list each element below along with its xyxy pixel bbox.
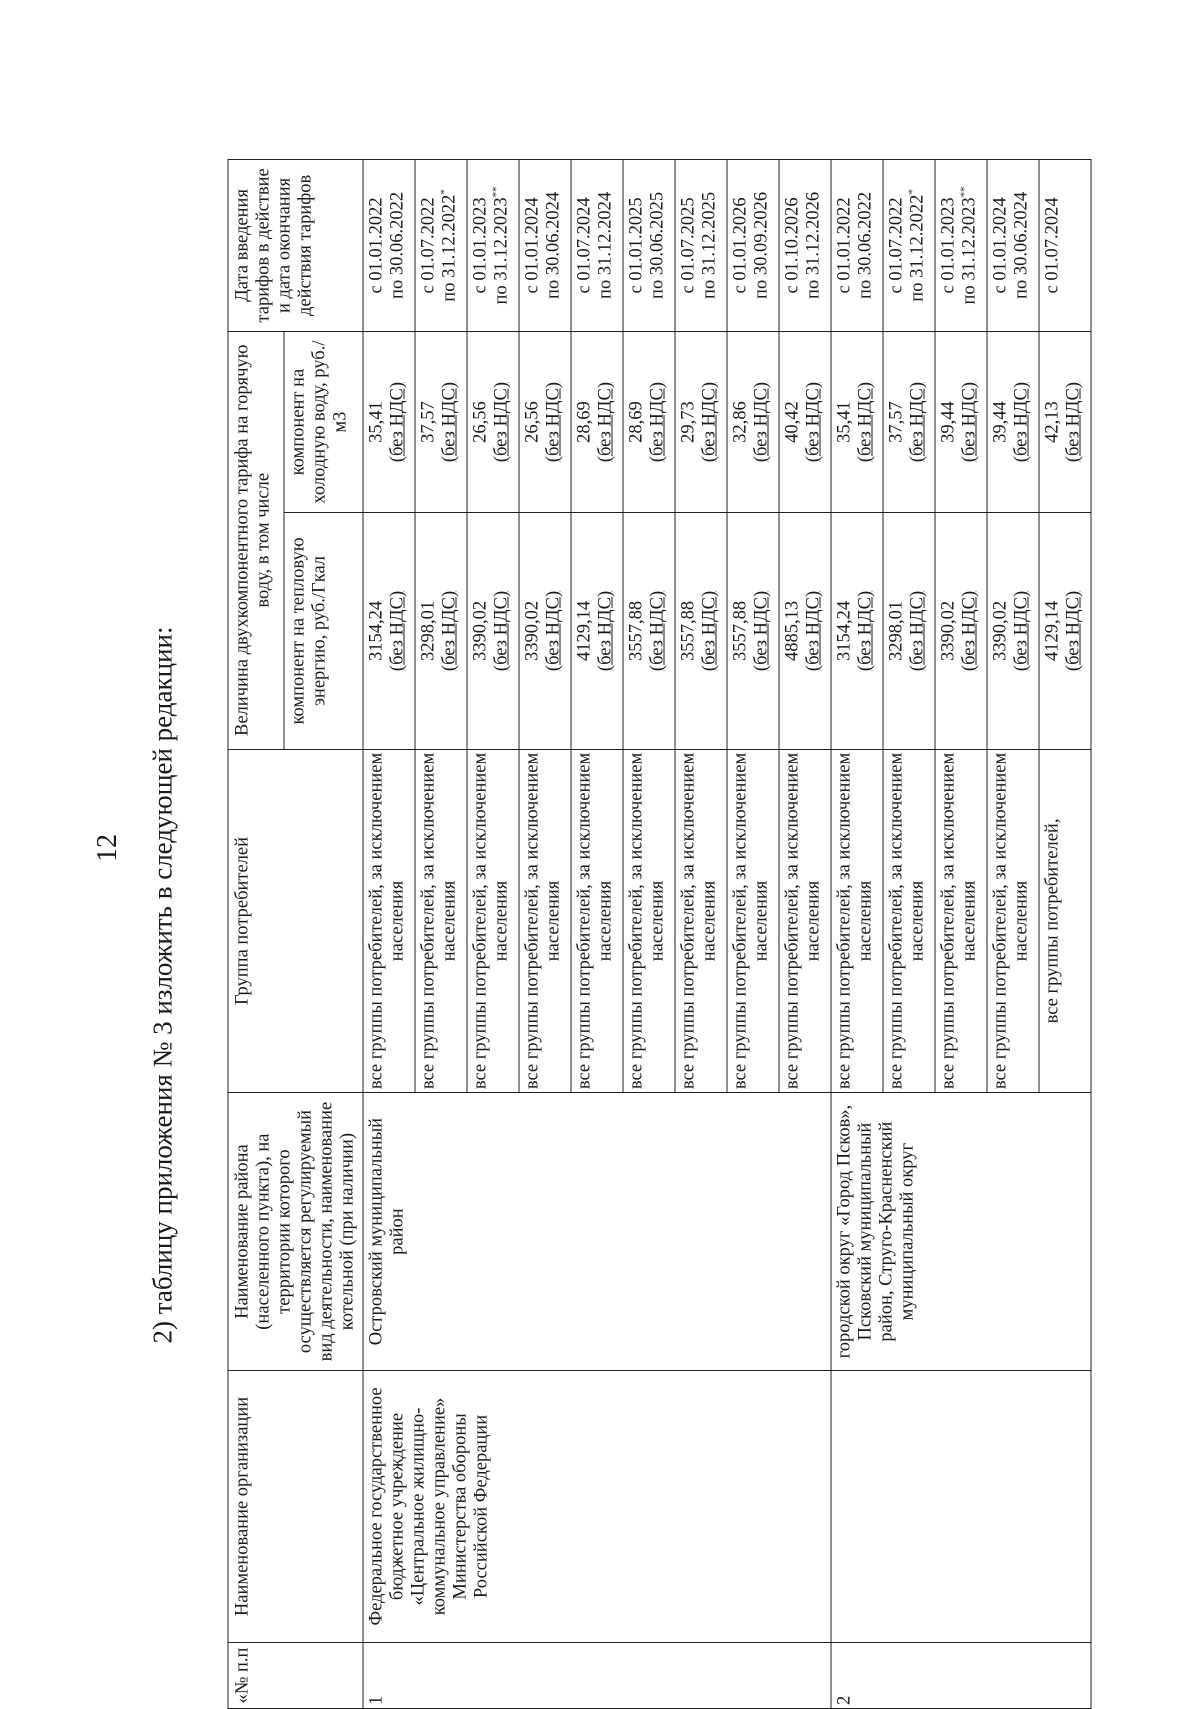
- cold-value: 28,69: [626, 401, 647, 443]
- consumer-group: все группы потребителей, за исключением населения: [675, 749, 727, 1093]
- table-row: [831, 160, 883, 1709]
- heat-component: [883, 513, 935, 749]
- no-vat-label: (без НДС): [491, 381, 512, 463]
- cold-component: [519, 331, 571, 512]
- date-range: [675, 160, 727, 332]
- date-to: по 30.06.2022: [387, 191, 408, 299]
- no-vat-label: (без НДС): [959, 381, 980, 463]
- cold-value: 37,57: [886, 401, 907, 443]
- heat-value: 3154,24: [834, 600, 855, 662]
- row-num: 2: [831, 1643, 1091, 1709]
- cold-value: 42,13: [1042, 401, 1063, 443]
- no-vat-label: (без НДС): [439, 590, 460, 672]
- no-vat-label: (без НДС): [1011, 590, 1032, 672]
- date-to: по 31.12.2024: [595, 191, 616, 299]
- heat-component: [519, 513, 571, 749]
- table-row: [363, 160, 415, 1709]
- intro-text: 2) таблицу приложения № 3 изложить в следующей редакции:: [147, 626, 178, 1344]
- cold-component: [675, 331, 727, 512]
- date-to: по 30.09.2026: [751, 191, 772, 299]
- consumer-group: все группы потребителей, за исключением населения: [467, 749, 519, 1093]
- date-range: [883, 160, 935, 332]
- date-to: по 31.12.2026: [803, 191, 824, 299]
- no-vat-label: (без НДС): [543, 381, 564, 463]
- consumer-group: все группы потребителей, за исключением населения: [831, 749, 883, 1093]
- cold-value: 29,73: [678, 401, 699, 443]
- cold-value: 39,44: [990, 401, 1011, 443]
- date-to: по 30.06.2022: [855, 191, 876, 299]
- date-from: с 01.07.2022: [418, 197, 439, 294]
- date-range: [363, 160, 415, 332]
- heat-component: [363, 513, 415, 749]
- heat-component: [415, 513, 467, 749]
- no-vat-label: (без НДС): [595, 381, 616, 463]
- no-vat-label: (без НДС): [439, 381, 460, 463]
- row-num: 1: [363, 1643, 831, 1709]
- header-org: Наименование организации: [228, 1370, 363, 1642]
- heat-value: 3390,02: [990, 600, 1011, 662]
- page-number: 12: [92, 834, 123, 862]
- date-from: с 01.01.2026: [730, 197, 751, 294]
- no-vat-label: (без НДС): [907, 590, 928, 672]
- heat-value: 4129,14: [1042, 600, 1063, 662]
- heat-component: [831, 513, 883, 749]
- no-vat-label: (без НДС): [1063, 381, 1084, 463]
- heat-value: 3154,24: [366, 600, 387, 662]
- heat-component: [623, 513, 675, 749]
- heat-value: 3557,88: [730, 600, 751, 662]
- no-vat-label: (без НДС): [387, 381, 408, 463]
- consumer-group: все группы потребителей, за исключением населения: [779, 749, 831, 1093]
- date-from: с 01.01.2025: [626, 197, 647, 294]
- consumer-group: все группы потребителей, за исключением населения: [519, 749, 571, 1093]
- heat-component: [467, 513, 519, 749]
- no-vat-label: (без НДС): [647, 590, 668, 672]
- cold-value: 35,41: [834, 401, 855, 443]
- tariff-table: [228, 159, 1092, 1709]
- no-vat-label: (без НДС): [855, 590, 876, 672]
- date-from: с 01.10.2026: [782, 197, 803, 294]
- header-cold: компонент на холодную воду, руб./м3: [284, 331, 363, 512]
- header-district: Наименование района (населенного пункта), на территории которого осуществляется регулируемый вид деятельности, наименование котельной (при наличии): [228, 1093, 363, 1371]
- heat-value: 3390,02: [522, 600, 543, 662]
- date-from: с 01.07.2022: [886, 197, 907, 294]
- header-num: «№ п.п: [228, 1643, 363, 1709]
- header-group: Группа потребителей: [228, 749, 363, 1093]
- consumer-group: все группы потребителей, за исключением населения: [363, 749, 415, 1093]
- no-vat-label: (без НДС): [699, 381, 720, 463]
- cold-value: 37,57: [418, 401, 439, 443]
- consumer-group: все группы потребителей, за исключением населения: [935, 749, 987, 1093]
- heat-value: 3390,02: [938, 600, 959, 662]
- cold-value: 26,56: [522, 401, 543, 443]
- table-body: [363, 160, 1091, 1709]
- date-range: [779, 160, 831, 332]
- cold-component: [571, 331, 623, 512]
- date-to: по 30.06.2024: [1011, 191, 1032, 299]
- date-range: [415, 160, 467, 332]
- date-range: [623, 160, 675, 332]
- no-vat-label: (без НДС): [595, 590, 616, 672]
- consumer-group: все группы потребителей, за исключением населения: [727, 749, 779, 1093]
- heat-component: [571, 513, 623, 749]
- cold-component: [467, 331, 519, 512]
- no-vat-label: (без НДС): [647, 381, 668, 463]
- no-vat-label: (без НДС): [1063, 590, 1084, 672]
- date-range: [727, 160, 779, 332]
- date-from: с 01.01.2024: [990, 197, 1011, 294]
- consumer-group: все группы потребителей, за исключением населения: [571, 749, 623, 1093]
- cold-value: 40,42: [782, 401, 803, 443]
- cold-component: [831, 331, 883, 512]
- cold-component: [1039, 331, 1091, 512]
- cold-component: [779, 331, 831, 512]
- date-from: с 01.01.2023: [470, 197, 491, 294]
- no-vat-label: (без НДС): [751, 381, 772, 463]
- date-to: по 31.12.2023: [959, 197, 980, 305]
- heat-value: 3390,02: [470, 600, 491, 662]
- consumer-group: все группы потребителей, за исключением населения: [415, 749, 467, 1093]
- no-vat-label: (без НДС): [491, 590, 512, 672]
- org-name: [831, 1370, 1091, 1642]
- date-from: с 01.01.2022: [366, 197, 387, 294]
- date-range: [1039, 160, 1091, 332]
- heat-value: 4129,14: [574, 600, 595, 662]
- date-range: [987, 160, 1039, 332]
- cold-value: 26,56: [470, 401, 491, 443]
- heat-value: 3557,88: [626, 600, 647, 662]
- heat-value: 3298,01: [418, 600, 439, 662]
- footnote-mark: *: [438, 189, 451, 195]
- date-range: [831, 160, 883, 332]
- date-to: по 31.12.2022: [907, 194, 928, 302]
- heat-component: [987, 513, 1039, 749]
- no-vat-label: (без НДС): [543, 590, 564, 672]
- date-from: с 01.07.2024: [574, 197, 595, 294]
- no-vat-label: (без НДС): [387, 590, 408, 672]
- heat-component: [935, 513, 987, 749]
- header-dates: Дата введения тарифов в действие и дата окончания действия тарифов: [228, 160, 363, 332]
- heat-component: [1039, 513, 1091, 749]
- no-vat-label: (без НДС): [751, 590, 772, 672]
- date-to: по 31.12.2022: [439, 194, 460, 302]
- org-name: Федеральное государственное бюджетное учреждение «Центральное жилищно-коммунальное управление» Министерства обороны Российской Федерации: [363, 1370, 831, 1642]
- date-range: [467, 160, 519, 332]
- heat-component: [727, 513, 779, 749]
- date-range: [571, 160, 623, 332]
- heat-value: 4885,13: [782, 600, 803, 662]
- date-range: [519, 160, 571, 332]
- footnote-mark: **: [490, 186, 503, 198]
- date-from: с 01.01.2023: [938, 197, 959, 294]
- heat-component: [779, 513, 831, 749]
- cold-value: 39,44: [938, 401, 959, 443]
- consumer-group: все группы потребителей, за исключением населения: [623, 749, 675, 1093]
- no-vat-label: (без НДС): [855, 381, 876, 463]
- consumer-group: все группы потребителей, за исключением населения: [987, 749, 1039, 1093]
- heat-component: [675, 513, 727, 749]
- cold-value: 32,86: [730, 401, 751, 443]
- consumer-group: все группы потребителей,: [1039, 749, 1091, 1093]
- rotated-table-wrapper: [228, 159, 1141, 1709]
- cold-component: [415, 331, 467, 512]
- header-heat: компонент на тепловую энергию, руб./Гкал: [284, 513, 363, 749]
- date-from: с 01.07.2025: [678, 197, 699, 294]
- no-vat-label: (без НДС): [1011, 381, 1032, 463]
- date-to: по 30.06.2025: [647, 191, 668, 299]
- heat-value: 3298,01: [886, 600, 907, 662]
- date-from: с 01.01.2022: [834, 197, 855, 294]
- no-vat-label: (без НДС): [803, 590, 824, 672]
- cold-component: [987, 331, 1039, 512]
- heat-value: 3557,88: [678, 600, 699, 662]
- district-name: городской округ «Город Псков», Псковский муниципальный район, Струго-Красненский муниципальный округ: [831, 1093, 1091, 1371]
- no-vat-label: (без НДС): [699, 590, 720, 672]
- cold-component: [727, 331, 779, 512]
- date-range: [935, 160, 987, 332]
- no-vat-label: (без НДС): [803, 381, 824, 463]
- cold-component: [623, 331, 675, 512]
- date-to: по 30.06.2024: [543, 191, 564, 299]
- date-to: по 31.12.2025: [699, 191, 720, 299]
- cold-value: 35,41: [366, 401, 387, 443]
- cold-component: [363, 331, 415, 512]
- cold-component: [883, 331, 935, 512]
- footnote-mark: **: [958, 186, 971, 198]
- date-from: с 01.07.2024: [1042, 197, 1063, 294]
- date-from: с 01.01.2024: [522, 197, 543, 294]
- no-vat-label: (без НДС): [907, 381, 928, 463]
- header-tariff: Величина двухкомпонентного тарифа на горячую воду, в том числе: [228, 331, 284, 749]
- no-vat-label: (без НДС): [959, 590, 980, 672]
- cold-value: 28,69: [574, 401, 595, 443]
- footnote-mark: *: [906, 189, 919, 195]
- date-to: по 31.12.2023: [491, 197, 512, 305]
- consumer-group: все группы потребителей, за исключением населения: [883, 749, 935, 1093]
- district-name: Островский муниципальный район: [363, 1093, 831, 1371]
- cold-component: [935, 331, 987, 512]
